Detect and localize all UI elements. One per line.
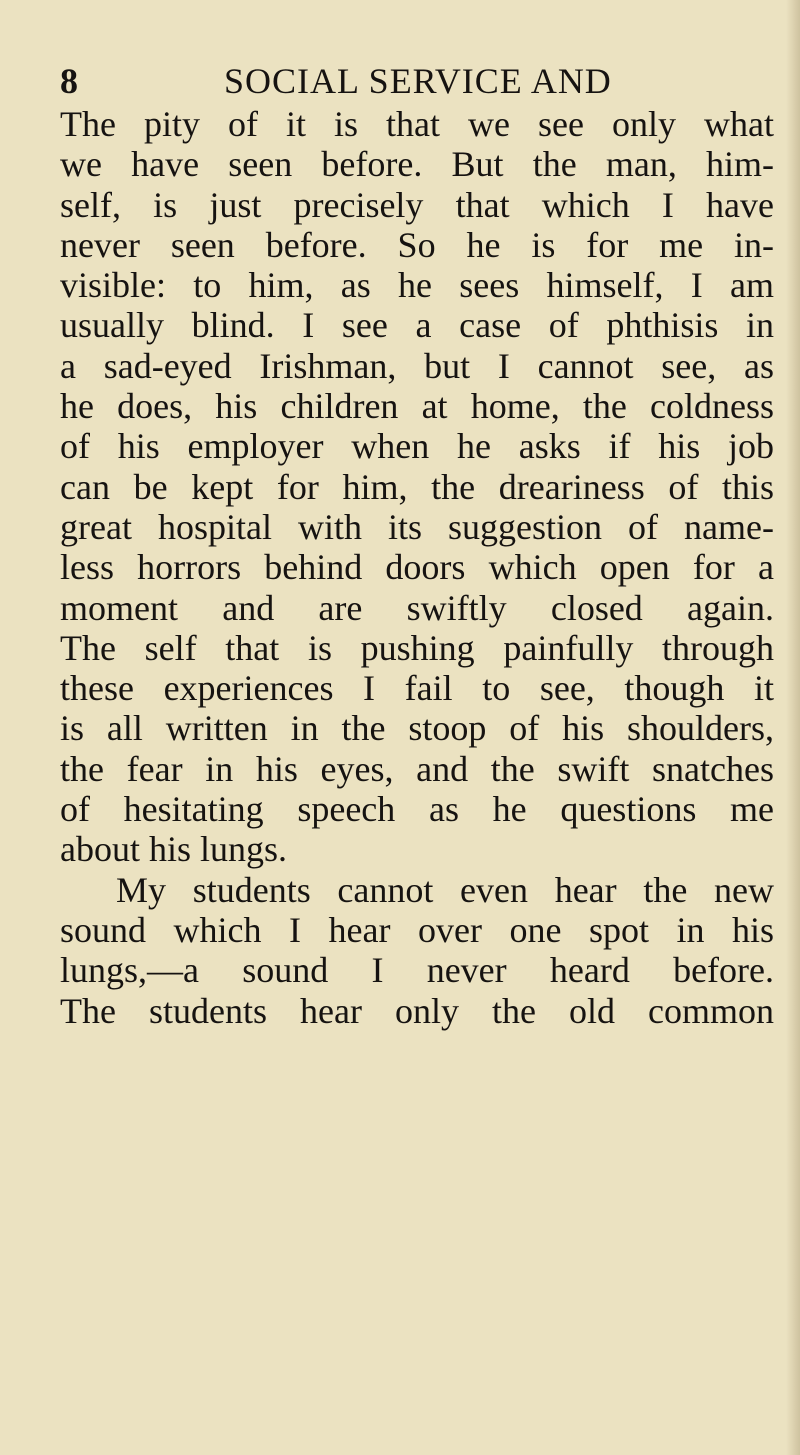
text-line: about his lungs. (60, 829, 288, 870)
text-line: self, is just precisely that which I have (60, 184, 774, 225)
text-line: we have seen before. But the man, him- (60, 144, 774, 185)
text-line: can be kept for him, the dreariness of this (60, 466, 774, 507)
page-number: 8 (60, 61, 78, 101)
page-edge-shadow (786, 0, 800, 1455)
text-line: The pity of it is that we see only what (60, 104, 774, 144)
body-text (60, 104, 774, 1031)
text-line: he does, his children at home, the coldness (60, 386, 774, 427)
text-line: usually blind. I see a case of phthisis in (60, 305, 774, 346)
paragraph-1 (60, 104, 774, 870)
running-title: SOCIAL SERVICE AND (224, 61, 612, 101)
running-head (60, 56, 780, 106)
text-line: less horrors behind doors which open for a (60, 547, 774, 588)
text-line: moment and are swiftly closed again. (60, 587, 774, 628)
text-line: of his employer when he asks if his job (60, 426, 774, 467)
text-line: lungs,—a sound I never heard before. (60, 950, 774, 991)
text-line: the fear in his eyes, and the swift snatches (60, 748, 774, 789)
text-line: is all written in the stoop of his shoulders, (60, 708, 774, 749)
text-line: My students cannot even hear the new (116, 869, 774, 910)
paragraph-2 (60, 870, 774, 1031)
text-line: a sad-eyed Irishman, but I cannot see, as (60, 345, 774, 386)
text-line: visible: to him, as he sees himself, I am (60, 265, 774, 306)
text-line: of hesitating speech as he questions me (60, 789, 774, 830)
text-line: these experiences I fail to see, though it (60, 668, 774, 709)
text-line: The self that is pushing painfully through (60, 627, 774, 668)
text-line: never seen before. So he is for me in- (60, 224, 774, 265)
text-line: great hospital with its suggestion of name- (60, 506, 774, 547)
text-line: sound which I hear over one spot in his (60, 909, 774, 950)
text-line: The students hear only the old common (60, 990, 774, 1031)
